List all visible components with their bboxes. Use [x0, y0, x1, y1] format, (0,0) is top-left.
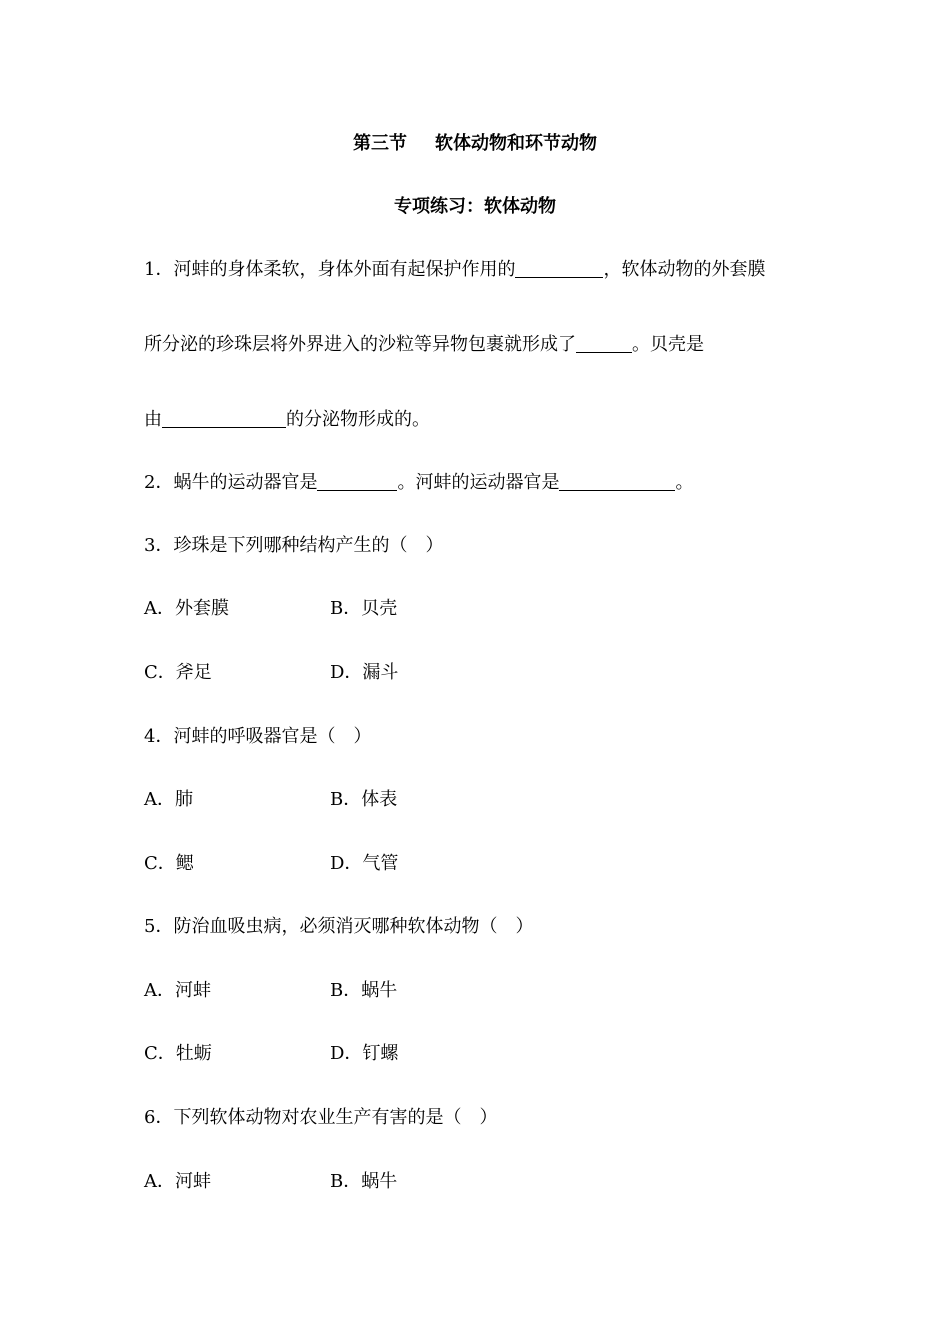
option-a[interactable]: A．外套膜 [144, 598, 229, 619]
question-5-stem: 5．防治血吸虫病，必须消灭哪种软体动物（ ） [144, 916, 534, 937]
question-6-options-ab [144, 1170, 398, 1194]
option-b[interactable]: B．贝壳 [330, 598, 398, 619]
page-title [0, 132, 950, 156]
option-d[interactable]: D．漏斗 [330, 662, 399, 683]
question-1-line-2: 所分泌的珍珠层将外界进入的沙粒等异物包裹就形成了 。贝壳是 [144, 334, 704, 355]
question-5-options-cd [144, 1042, 399, 1066]
option-b[interactable]: B．蜗牛 [330, 980, 398, 1001]
option-d[interactable]: D．钉螺 [330, 1043, 399, 1064]
question-1-line-3: 由 的分泌物形成的。 [144, 409, 430, 430]
option-d[interactable]: D．气管 [330, 853, 399, 874]
option-a[interactable]: A．河蚌 [144, 1171, 211, 1192]
title-topic: 软体动物和环节动物 [435, 133, 597, 154]
answer-blank[interactable] [515, 259, 603, 278]
question-6-stem: 6．下列软体动物对农业生产有害的是（ ） [144, 1107, 498, 1128]
question-2: 2．蜗牛的运动器官是 。河蚌的运动器官是 。 [144, 472, 694, 493]
option-a[interactable]: A．肺 [144, 789, 193, 810]
option-c[interactable]: C．鳃 [144, 853, 194, 874]
question-3-options-cd [144, 661, 399, 685]
option-c[interactable]: C．牡蛎 [144, 1043, 212, 1064]
answer-blank[interactable] [576, 334, 632, 353]
answer-blank[interactable] [162, 409, 286, 428]
question-3-stem: 3．珍珠是下列哪种结构产生的（ ） [144, 535, 444, 556]
answer-blank[interactable] [559, 472, 675, 491]
question-3-options-ab [144, 597, 398, 621]
option-b[interactable]: B．体表 [330, 789, 398, 810]
question-4-options-cd [144, 852, 399, 876]
answer-blank[interactable] [317, 472, 397, 491]
option-c[interactable]: C．斧足 [144, 662, 212, 683]
page-subtitle: 专项练习：软体动物 [394, 196, 556, 217]
question-1-line-1: 1．河蚌的身体柔软，身体外面有起保护作用的 ，软体动物的外套膜 [144, 259, 766, 280]
question-4-options-ab [144, 788, 398, 812]
option-a[interactable]: A．河蚌 [144, 980, 211, 1001]
option-b[interactable]: B．蜗牛 [330, 1171, 398, 1192]
question-5-options-ab [144, 979, 398, 1003]
question-4-stem: 4．河蚌的呼吸器官是（ ） [144, 726, 372, 747]
title-section: 第三节 [353, 133, 407, 154]
